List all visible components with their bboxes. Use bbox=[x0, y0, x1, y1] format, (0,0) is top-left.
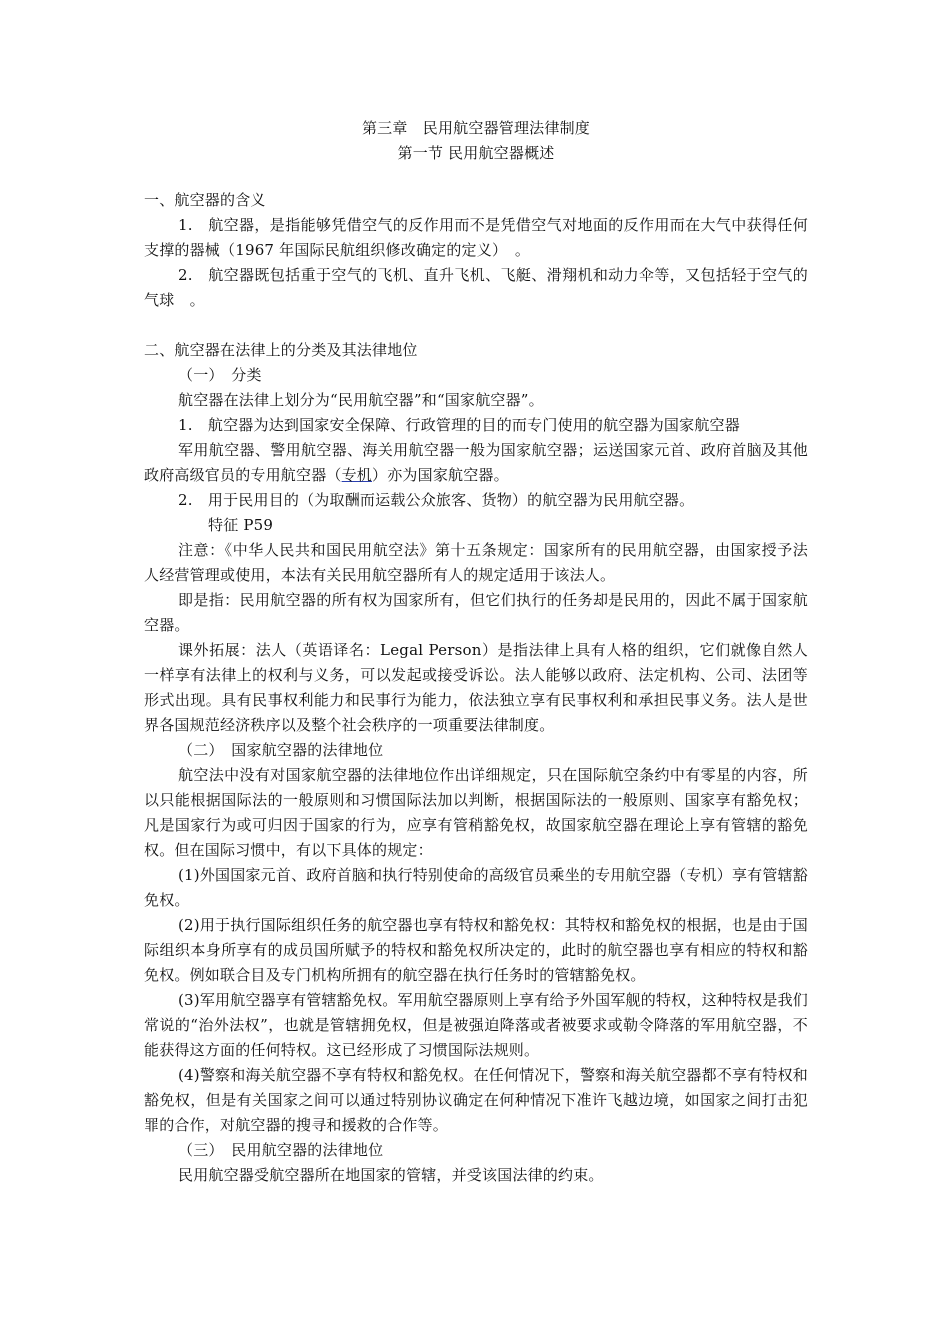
text-run: 军用航空器、警用航空器、海关用航空器一般为国家航空器；运送国家元首、政府首脑及其他政府高级官员的专用航空器（ bbox=[144, 441, 808, 484]
list-item: (2)用于执行国际组织任务的航空器也享有特权和豁免权：其特权和豁免权的根据，也是由于国际组织本身所享有的成员国所赋予的特权和豁免权所决定的，此时的航空器也享有相应的特权和豁免权。例如联合目及专门机构所拥有的航空器在执行任务时的管辖豁免权。 bbox=[144, 916, 808, 984]
part1-heading: 一、航空器的含义 bbox=[144, 191, 266, 209]
paragraph: 1. 航空器，是指能够凭借空气的反作用而不是凭借空气对地面的反作用而在大气中获得任何支撑的器械（1967 年国际民航组织修改确定的定义） 。 bbox=[144, 216, 808, 259]
spacer bbox=[144, 313, 808, 338]
part2-heading: 二、航空器在法律上的分类及其法律地位 bbox=[144, 341, 418, 359]
paragraph: 2. 用于民用目的（为取酬而运载公众旅客、货物）的航空器为民用航空器。 bbox=[178, 491, 695, 509]
list-item: (4)警察和海关航空器不享有特权和豁免权。在任何情况下，警察和海关航空器都不享有特权和豁免权，但是有关国家之间可以通过特别协议确定在何种情况下准许飞越边境，如国家之间打击犯罪的合作，对航空器的搜寻和援救的合作等。 bbox=[144, 1066, 808, 1134]
list-item: (1)外国国家元首、政府首脑和执行特别使命的高级官员乘坐的专用航空器（专机）享有管辖豁免权。 bbox=[144, 866, 808, 909]
paragraph: 民用航空器受航空器所在地国家的管辖，并受该国法律的约束。 bbox=[178, 1166, 604, 1184]
document-body bbox=[144, 116, 808, 1188]
paragraph bbox=[144, 438, 808, 488]
subheading-state-aircraft: （二） 国家航空器的法律地位 bbox=[178, 741, 384, 759]
chapter-title: 第三章 民用航空器管理法律制度 bbox=[361, 119, 590, 137]
paragraph: 1. 航空器为达到国家安全保障、行政管理的目的而专门使用的航空器为国家航空器 bbox=[178, 416, 740, 434]
paragraph: 课外拓展：法人（英语译名：Legal Person）是指法律上具有人格的组织，它们就像自然人一样享有法律上的权利与义务，可以发起或接受诉讼。法人能够以政府、法定机构、公司、法团等形式出现。具有民事权利能力和民事行为能力，依法独立享有民事权利和承担民事义务。法人是世界各国规范经济秩序以及整个社会秩序的一项重要法律制度。 bbox=[144, 641, 808, 734]
paragraph: 特征 P59 bbox=[208, 516, 274, 534]
list-item: (3)军用航空器享有管辖豁免权。军用航空器原则上享有给予外国军舰的特权，这种特权是我们常说的“治外法权”，也就是管辖拥免权，但是被强迫降落或者被要求或勒令降落的军用航空器，不能获得这方面的任何特权。这已经形成了习惯国际法规则。 bbox=[144, 991, 808, 1059]
text-run: ）亦为国家航空器。 bbox=[372, 466, 509, 484]
paragraph: 航空器在法律上划分为“民用航空器”和“国家航空器”。 bbox=[178, 391, 544, 409]
paragraph: 航空法中没有对国家航空器的法律地位作出详细规定，只在国际航空条约中有零星的内容，所以只能根据国际法的一般原则和习惯国际法加以判断，根据国际法的一般原则、国家享有豁免权；凡是国家行为或可归因于国家的行为，应享有管稍豁免权，故国家航空器在理论上享有管辖的豁免权。但在国际习惯中，有以下具体的规定： bbox=[144, 766, 808, 859]
subheading-classification: （一） 分类 bbox=[178, 366, 262, 384]
paragraph: 即是指：民用航空器的所有权为国家所有，但它们执行的任务却是民用的，因此不属于国家航空器。 bbox=[144, 591, 808, 634]
paragraph: 注意：《中华人民共和国民用航空法》第十五条规定：国家所有的民用航空器，由国家授予法人经营管理或使用，本法有关民用航空器所有人的规定适用于该法人。 bbox=[144, 541, 808, 584]
section-title: 第一节 民用航空器概述 bbox=[397, 144, 555, 162]
spacer bbox=[144, 166, 808, 188]
subheading-civil-aircraft: （三） 民用航空器的法律地位 bbox=[178, 1141, 384, 1159]
zhuanji-link[interactable]: 专机 bbox=[341, 466, 373, 484]
paragraph: 2. 航空器既包括重于空气的飞机、直升飞机、飞艇、滑翔机和动力伞等，又包括轻于空气的气球 。 bbox=[144, 266, 808, 309]
